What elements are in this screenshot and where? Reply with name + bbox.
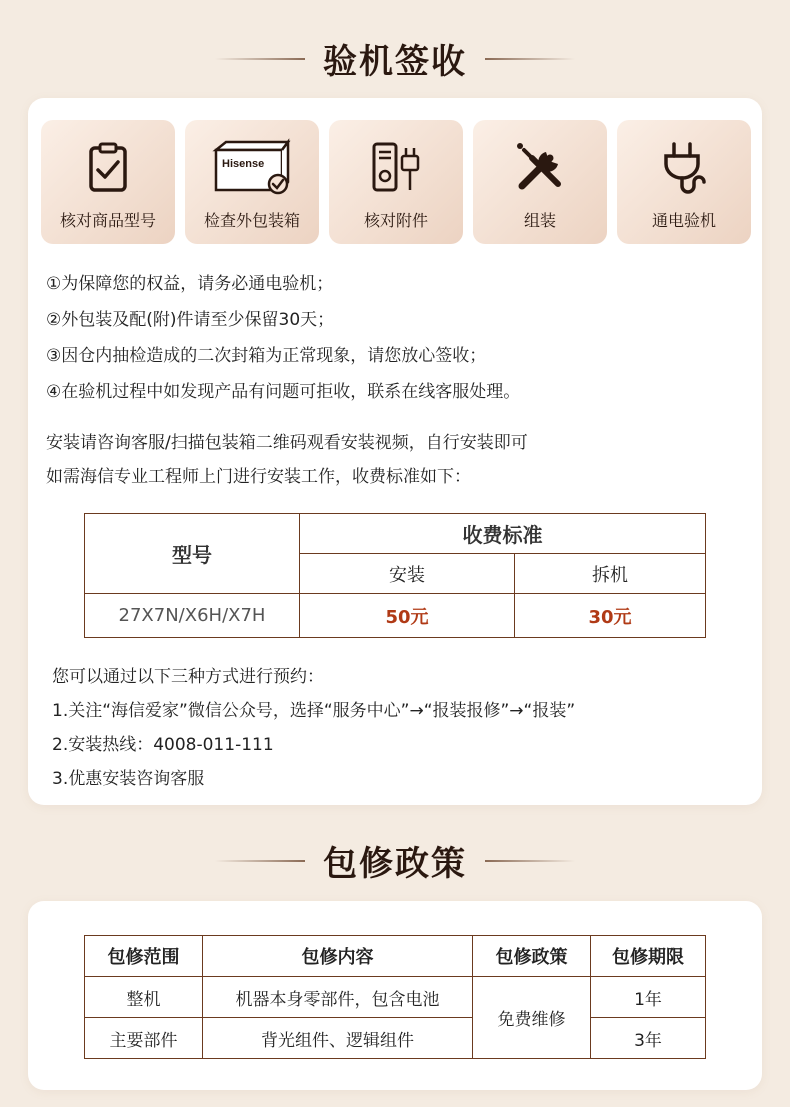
step-assemble [473, 120, 607, 244]
package-box-icon [212, 138, 292, 198]
warranty-period: 1年 [591, 977, 706, 1018]
step-label: 核对附件 [363, 211, 428, 230]
booking-line: 您可以通过以下三种方式进行预约： [52, 667, 324, 687]
power-plug-icon [654, 138, 714, 198]
warranty-header: 包修内容 [203, 936, 473, 977]
note-item: ①为保障您的权益，请务必通电验机； [46, 274, 334, 294]
booking-line: 3.优惠安装咨询客服 [52, 769, 205, 789]
fee-install-header: 安装 [300, 554, 515, 594]
step-power-test [617, 120, 751, 244]
inspection-title: 验机签收 [323, 42, 467, 82]
clipboard-check-icon [78, 138, 138, 198]
fee-standard-header: 收费标准 [300, 514, 706, 554]
fee-table [84, 513, 706, 638]
inspection-steps [41, 120, 751, 244]
install-line: 如需海信专业工程师上门进行安装工作，收费标准如下： [46, 467, 471, 487]
install-line: 安装请咨询客服/扫描包装箱二维码观看安装视频，自行安装即可 [46, 433, 528, 453]
warranty-scope: 整机 [85, 977, 203, 1018]
warranty-header: 包修范围 [85, 936, 203, 977]
inspection-card [28, 98, 762, 805]
section-title-warranty [0, 836, 790, 885]
warranty-header: 包修期限 [591, 936, 706, 977]
fee-remove-price: 30元 [515, 594, 706, 638]
warranty-table [84, 935, 706, 1059]
fee-remove-header: 拆机 [515, 554, 706, 594]
warranty-policy: 免费维修 [473, 977, 591, 1059]
booking-line: 2.安装热线：4008-011-111 [52, 735, 274, 755]
title-divider-left [215, 58, 305, 60]
step-check-model [41, 120, 175, 244]
title-divider-left [215, 860, 305, 862]
inspection-notes [46, 266, 520, 410]
install-info [46, 426, 528, 494]
note-item: ③因仓内抽检造成的二次封箱为正常现象，请您放心签收； [46, 346, 487, 366]
warranty-scope: 主要部件 [85, 1018, 203, 1059]
box-brand-text: Hisense [222, 158, 265, 170]
step-check-accessories [329, 120, 463, 244]
note-item: ④在验机过程中如发现产品有问题可拒收，联系在线客服处理。 [46, 382, 521, 402]
remote-plug-icon [366, 138, 426, 198]
fee-install-price: 50元 [300, 594, 515, 638]
step-label: 检查外包装箱 [203, 211, 300, 230]
step-label: 组装 [523, 211, 556, 230]
note-item: ②外包装及配(附)件请至少保留30天； [46, 310, 335, 330]
step-check-box [185, 120, 319, 244]
title-divider-right [485, 860, 575, 862]
title-divider-right [485, 58, 575, 60]
step-label: 通电验机 [651, 211, 716, 230]
wrench-screwdriver-icon [510, 138, 570, 198]
booking-info [52, 660, 575, 796]
table-row [85, 1018, 706, 1059]
table-row [85, 977, 706, 1018]
warranty-period: 3年 [591, 1018, 706, 1059]
warranty-content: 机器本身零部件，包含电池 [203, 977, 473, 1018]
warranty-title: 包修政策 [323, 844, 467, 884]
booking-line: 1.关注“海信爱家”微信公众号，选择“服务中心”→“报装报修”→“报装” [52, 701, 576, 721]
step-label: 核对商品型号 [59, 211, 156, 230]
fee-model-value: 27X7N/X6H/X7H [85, 594, 300, 638]
section-title-inspection [0, 34, 790, 83]
warranty-card [28, 901, 762, 1090]
fee-model-header: 型号 [85, 514, 300, 594]
warranty-content: 背光组件、逻辑组件 [203, 1018, 473, 1059]
warranty-header: 包修政策 [473, 936, 591, 977]
